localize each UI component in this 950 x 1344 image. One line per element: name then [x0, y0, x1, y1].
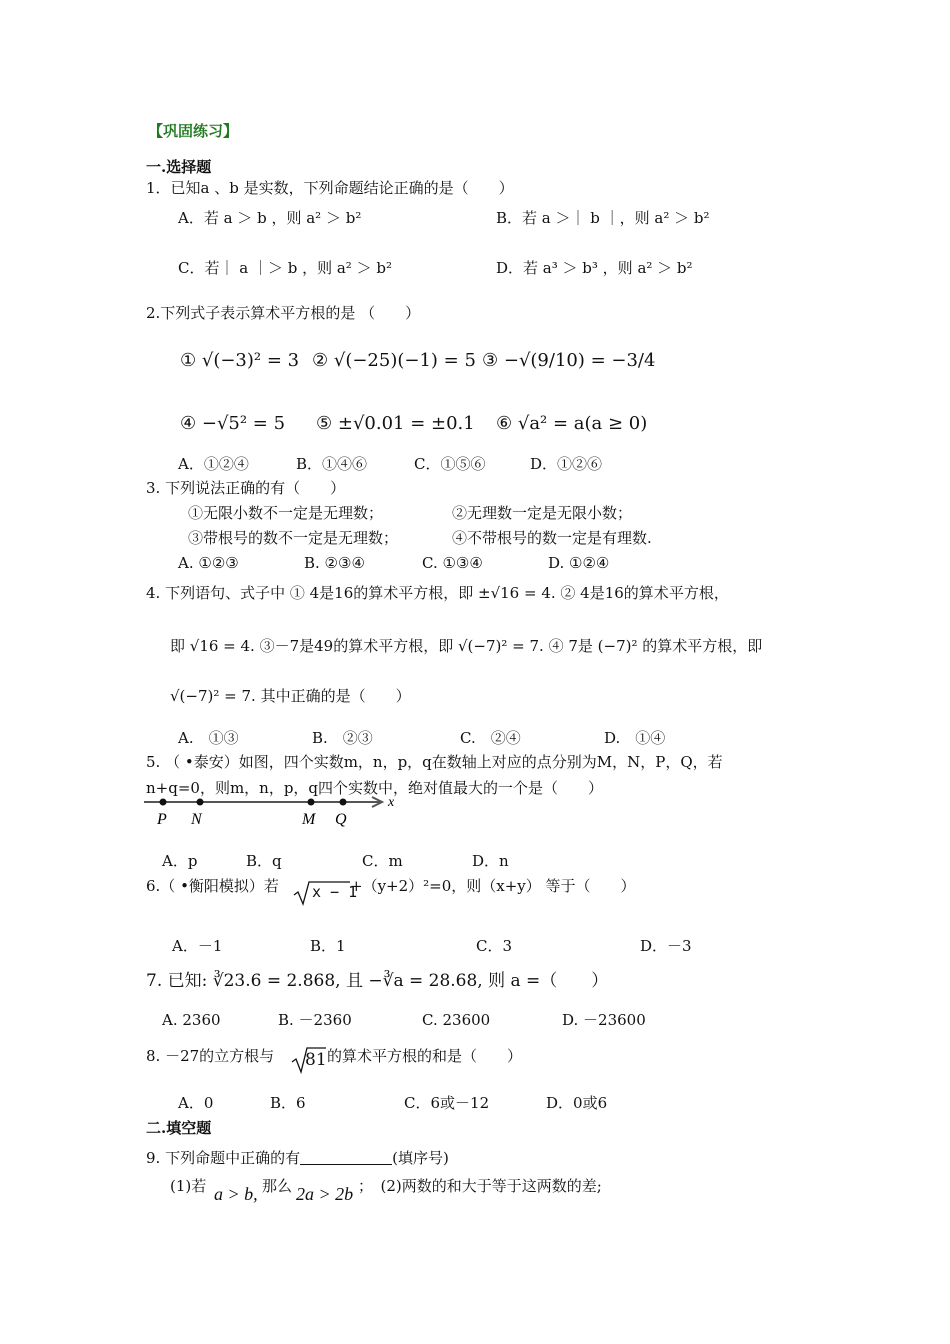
q2-option-c: C．①⑤⑥: [414, 455, 486, 473]
q9-line-1b: a > b,: [214, 1184, 258, 1204]
q4-option-a: A. ①③: [178, 729, 239, 747]
q1-option-c: C．若｜ a ｜＞ b ，则 a² ＞ b²: [178, 259, 392, 277]
q8-stem-pre: 8. －27的立方根与: [146, 1047, 275, 1065]
q4-line-3: √(−7)² = 7. 其中正确的是（ ）: [170, 687, 411, 705]
q5-option-b: B．q: [246, 852, 282, 870]
q1-option-d: D．若 a³ ＞ b³ ，则 a² ＞ b²: [496, 259, 693, 277]
q7-option-d: D. －23600: [562, 1011, 646, 1029]
point-label-n: N: [191, 811, 202, 828]
q1-stem: 1．已知a 、b 是实数，下列命题结论正确的是（ ）: [146, 179, 514, 197]
q9-line-1d: 2a > 2b: [296, 1184, 354, 1204]
q9-line-1c: 那么: [262, 1177, 293, 1195]
q3-stem: 3. 下列说法正确的有（ ）: [146, 479, 346, 497]
q2-formula-5: ⑤ ±√0.01 = ±0.1: [316, 413, 475, 434]
q8-stem-post: 的算术平方根的和是（ ）: [327, 1047, 523, 1065]
number-line-figure: [140, 792, 410, 832]
q7-option-c: C. 23600: [422, 1011, 491, 1029]
q2-option-b: B．①④⑥: [296, 455, 368, 473]
q6-stem-post: +（y+2）²=0，则（x+y） 等于（ ）: [350, 877, 636, 895]
section-title-fill: 二.填空题: [146, 1119, 212, 1137]
point-label-m: M: [302, 811, 316, 828]
q2-option-a: A．①②④: [178, 455, 249, 473]
point-label-q: Q: [335, 811, 347, 828]
q3-statement-1: ①无限小数不一定是无理数；: [188, 504, 384, 522]
q7-option-a: A. 2360: [162, 1011, 221, 1029]
q2-option-d: D．①②⑥: [530, 455, 603, 473]
q9-stem-post: (填序号): [392, 1149, 449, 1167]
q6-stem-pre: 6.（ •衡阳模拟）若: [146, 877, 279, 895]
q7-stem: 7. 已知: ∛23.6 = 2.868, 且 −∛a = 28.68, 则 a =（ ）: [146, 971, 609, 991]
q3-statement-4: ④不带根号的数一定是有理数.: [452, 529, 652, 547]
q7-option-b: B. －2360: [278, 1011, 352, 1029]
point-p: [160, 799, 167, 806]
q2-formula-6: ⑥ √a² = a(a ≥ 0): [496, 413, 648, 434]
q5-line-2: n+q=0，则m，n，p，q四个实数中，绝对值最大的一个是（ ）: [146, 779, 604, 797]
point-label-p: P: [157, 811, 167, 828]
q3-option-a: A. ①②③: [178, 554, 239, 572]
q4-option-d: D. ①④: [604, 729, 666, 747]
q2-formula-4: ④ −√5² = 5: [180, 413, 286, 434]
q2-formula-2: ② √(−25)(−1) = 5: [312, 350, 476, 371]
q1-option-b: B．若 a ＞｜ b ｜，则 a² ＞ b²: [496, 209, 710, 227]
q8-option-c: C．6或－12: [404, 1094, 490, 1112]
q9-stem-pre: 9. 下列命题中正确的有: [146, 1149, 301, 1167]
point-q: [340, 799, 347, 806]
q4-line-1: 4. 下列语句、式子中 ① 4是16的算术平方根，即 ±√16 = 4. ② 4是16的算术平方根，: [146, 584, 729, 602]
q2-formula-3: ③ −√(9/10) = −3/4: [482, 350, 656, 371]
axis-label-x: x: [388, 795, 395, 810]
q6-option-a: A．－1: [172, 937, 223, 955]
q5-option-a: A．p: [162, 852, 198, 870]
q3-statement-3: ③带根号的数不一定是无理数；: [188, 529, 399, 547]
section-header: 【巩固练习】: [148, 122, 239, 140]
q9-stem: [146, 1148, 449, 1168]
q3-statement-2: ②无理数一定是无限小数；: [452, 504, 633, 522]
point-n: [197, 799, 204, 806]
q2-formula-1: ① √(−3)² = 3: [180, 350, 300, 371]
q3-option-b: B. ②③④: [304, 554, 365, 572]
q5-line-1: 5. （ •泰安）如图，四个实数m，n，p，q在数轴上对应的点分别为M，N，P，Q，若: [146, 753, 723, 771]
q1-option-a: A．若 a ＞ b ，则 a² ＞ b²: [178, 209, 362, 227]
section-title-choice: 一.选择题: [146, 158, 212, 176]
q4-option-c: C. ②④: [460, 729, 521, 747]
q8-option-d: D．0或6: [546, 1094, 608, 1112]
point-m: [308, 799, 315, 806]
q8-radicand: 81: [305, 1050, 327, 1070]
q9-line-1e: ； (2)两数的和大于等于这两数的差;: [358, 1177, 602, 1195]
q4-line-2: 即 √16 = 4. ③－7是49的算术平方根，即 √(−7)² = 7. ④ 7是 (−7)² 的算术平方根，即: [170, 637, 763, 655]
q6-option-b: B．1: [310, 937, 346, 955]
q2-stem: 2.下列式子表示算术平方根的是 （ ）: [146, 304, 421, 322]
q9-answer-blank[interactable]: [300, 1150, 392, 1165]
q3-option-d: D. ①②④: [548, 554, 610, 572]
q6-radicand: x − 1: [312, 883, 358, 901]
q3-option-c: C. ①③④: [422, 554, 483, 572]
q8-option-b: B．6: [270, 1094, 306, 1112]
q6-option-c: C．3: [476, 937, 513, 955]
q4-option-b: B. ②③: [312, 729, 373, 747]
q5-option-d: D．n: [472, 852, 509, 870]
q9-line-1a: (1)若: [170, 1177, 207, 1195]
q6-option-d: D．－3: [640, 937, 692, 955]
q8-option-a: A．0: [178, 1094, 214, 1112]
q5-option-c: C．m: [362, 852, 403, 870]
